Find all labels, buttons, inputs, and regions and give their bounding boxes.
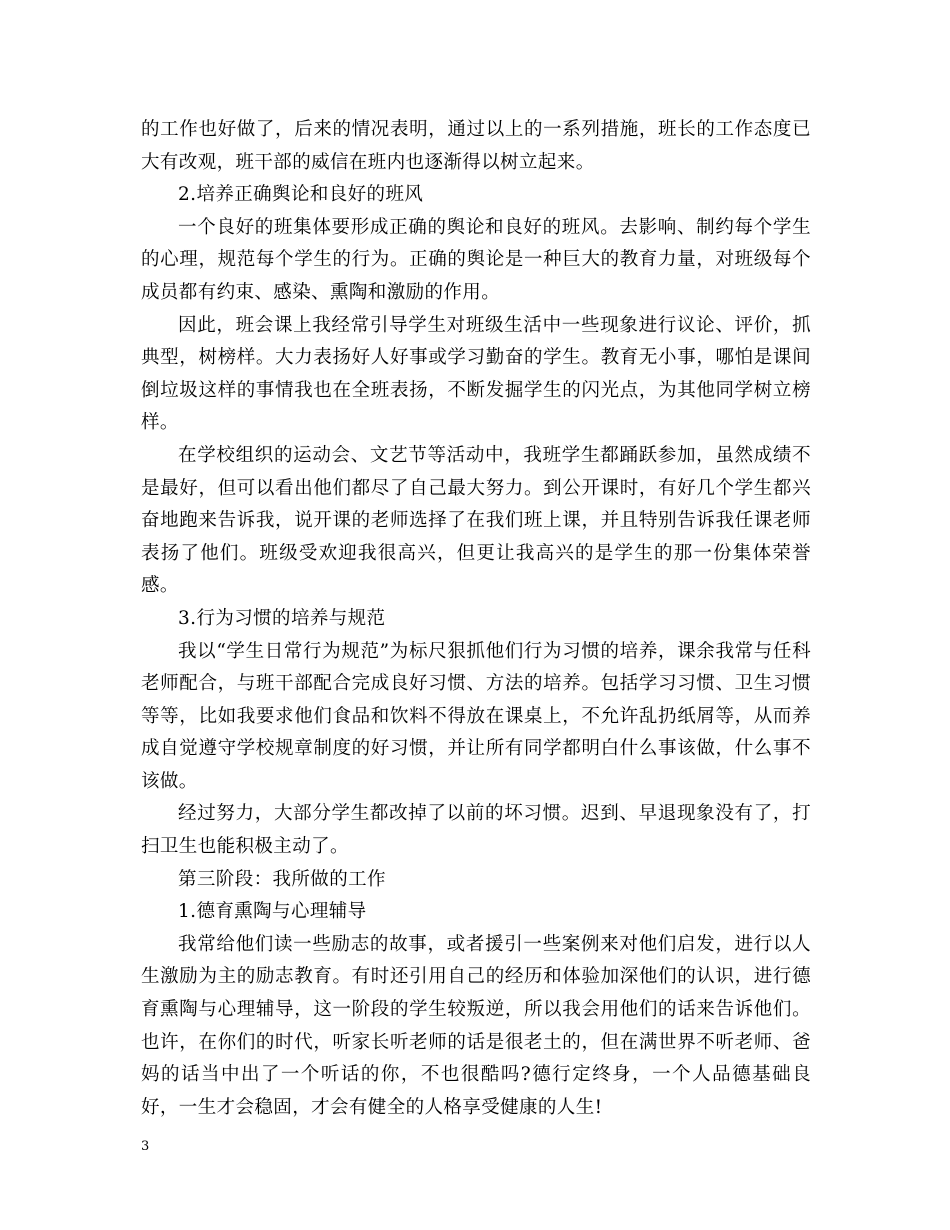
paragraph: 在学校组织的运动会、文艺节等活动中，我班学生都踊跃参加，虽然成绩不是最好，但可以看出他们都尽了自己最大努力。到公开课时，有好几个学生都兴奋地跑来告诉我，说开课的老师选择了在我们班上课，并且特别告诉我任课老师表扬了他们。班级受欢迎我很高兴，但更让我高兴的是学生的那一份集体荣誉感。 [141, 444, 811, 597]
section-heading-3: 3.行为习惯的培养与规范 [178, 607, 386, 629]
section-heading-1: 1.德育熏陶与心理辅导 [178, 901, 367, 923]
document-body [141, 114, 811, 1124]
paragraph: 经过努力，大部分学生都改掉了以前的坏习惯。迟到、早退现象没有了，打扫卫生也能积极主动了。 [141, 803, 811, 858]
section-heading-2: 2.培养正确舆论和良好的班风 [178, 184, 424, 206]
paragraph: 我常给他们读一些励志的故事，或者援引一些案例来对他们启发，进行以人生激励为主的励志教育。有时还引用自己的经历和体验加深他们的认识，进行德育熏陶与心理辅导，这一阶段的学生较叛逆，所以我会用他们的话来告诉他们。也许，在你们的时代，听家长听老师的话是很老土的，但在满世界不听老师、爸妈的话当中出了一个听话的你，不也很酷吗?德行定终身，一个人品德基础良好，一生才会稳固，才会有健全的人格享受健康的人生! [141, 933, 811, 1118]
page-number: 3 [141, 1139, 150, 1154]
paragraph: 我以“学生日常行为规范”为标尺狠抓他们行为习惯的培养，课余我常与任科老师配合，与班干部配合完成良好习惯、方法的培养。包括学习习惯、卫生习惯等等，比如我要求他们食品和饮料不得放在课桌上，不允许乱扔纸屑等，从而养成自觉遵守学校规章制度的好习惯，并让所有同学都明白什么事该做，什么事不该做。 [141, 640, 811, 792]
stage-heading: 第三阶段：我所做的工作 [178, 868, 386, 890]
paragraph: 一个良好的班集体要形成正确的舆论和良好的班风。去影响、制约每个学生的心理，规范每个学生的行为。正确的舆论是一种巨大的教育力量，对班级每个成员都有约束、感染、熏陶和激励的作用。 [141, 216, 811, 303]
paragraph: 因此，班会课上我经常引导学生对班级生活中一些现象进行议论、评价，抓典型，树榜样。大力表扬好人好事或学习勤奋的学生。教育无小事，哪怕是课间倒垃圾这样的事情我也在全班表扬，不断发掘学生的闪光点，为其他同学树立榜样。 [141, 314, 811, 434]
paragraph-continuation: 的工作也好做了，后来的情况表明，通过以上的一系列措施，班长的工作态度已大有改观，班干部的威信在班内也逐渐得以树立起来。 [141, 119, 811, 173]
